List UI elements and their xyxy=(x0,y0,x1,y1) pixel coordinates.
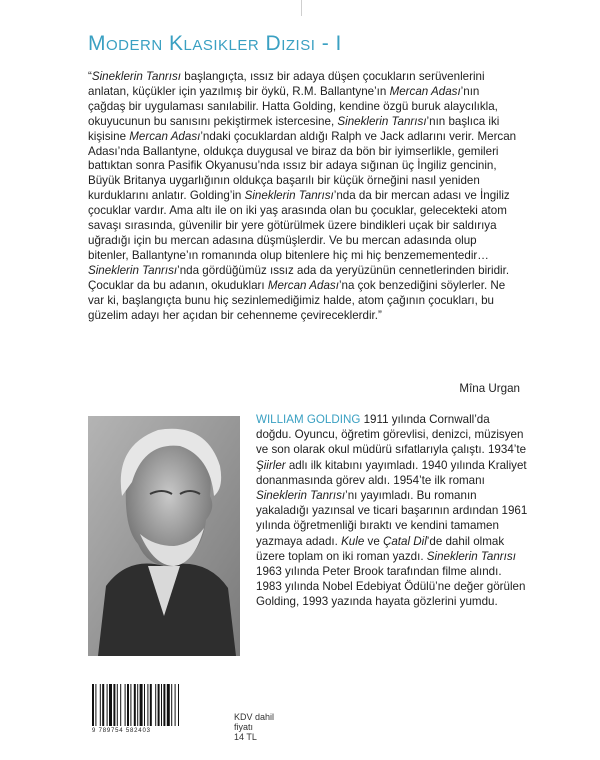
price-label: KDV dahil fiyatı xyxy=(234,712,275,732)
back-cover-blurb xyxy=(88,70,518,323)
price-block xyxy=(234,712,294,742)
blurb-paragraph-1: “Sineklerin Tanrısı başlangıçta, ıssız bir adaya düşen çocukların serüvenlerini anlatan, küçükler için yazılmış bir öykü, R.M. Ballantyne’ın Mercan Adası’nın çağdaş bir uygulaması sanılabilir. Hatta Golding, kendine özgü buruk alaycılıkla, okuyucunun bu sanısını pekiştirmek istercesine, Sineklerin Tanrısı’nın başlıca iki kişisine Mercan Adası’ndaki çocuklardan aldığı Ralph ve Jack adlarını verir. Mercan Adası’nda Ballantyne, oldukça duygusal ve biraz da bön bir iyimserlikle, gemileri battıktan sonra Pasifik Okyanusu’nda ıssız bir adaya sığınan üç İngiliz gencinin, Büyük Britanya uygarlığının oldukça başarılı bir küçük örneğini nasıl yeniden kurduklarını anlatır. Golding’in Sineklerin Tanrısı’nda da bir mercan adası ve İngiliz çocuklar vardır. Ama altı ile on iki yaş arasında olan bu çocuklar, gelecekteki atom savaşı sırasında, güvenilir bir yere götürülmek üzere bindikleri uçak bir saldırıya uğradığı için bu mercan adasına düşmüşlerdir. Ve bu mercan adasında olup bitenler, Ballantyne’ın romanında olup bitenlere hiç mi hiç benzemementedir… xyxy=(88,70,517,262)
barcode-bar xyxy=(144,684,145,726)
barcode-bar xyxy=(147,684,148,726)
barcode-bar xyxy=(171,684,172,726)
series-title: Modern Klasikler Dizisi - I xyxy=(88,32,342,55)
barcode-bar xyxy=(178,684,179,726)
barcode-bar xyxy=(130,684,131,726)
barcode-bar xyxy=(155,684,156,726)
barcode-bar xyxy=(92,684,94,726)
barcode-bar xyxy=(102,684,104,726)
barcode-bar xyxy=(137,684,138,726)
price-value: 14 TL xyxy=(234,732,257,742)
barcode-bar xyxy=(109,684,112,726)
top-divider xyxy=(301,0,302,16)
barcode-bar xyxy=(100,684,101,726)
author-bio xyxy=(256,412,528,610)
author-name: WILLIAM GOLDING xyxy=(256,413,361,426)
barcode-bar xyxy=(95,684,96,726)
barcode-bar xyxy=(161,684,162,726)
barcode-bar xyxy=(150,684,152,726)
barcode-bar xyxy=(158,684,160,726)
barcode-bar xyxy=(163,684,165,726)
barcode-bar xyxy=(175,684,176,726)
barcode-bars xyxy=(88,684,226,728)
barcode-bar xyxy=(117,684,118,726)
barcode-bar xyxy=(107,684,108,726)
barcode-bar xyxy=(134,684,136,726)
blurb-signature: Mîna Urgan xyxy=(459,382,520,395)
author-photo xyxy=(88,416,240,656)
author-portrait-image xyxy=(88,416,240,656)
author-bio-text: 1911 yılında Cornwall’da doğdu. Oyuncu, öğretim görevlisi, denizci, müzisyen ve son olarak okul müdürü sıfatlarıyla çalıştı. 1934’te Şiirler adlı ilk kitabını yayımladı. 1940 yılında Kraliyet donanmasında görev aldı. 1954’te ilk romanı Sineklerin Tanrısı’nı yayımladı. Bu romanın yakaladığı yazınsal ve ticari başarının ardından 1961 yılında öğretmenliği bıraktı ve kendini tamamen yazmaya adadı. Kule ve Çatal Dil’de dahil olmak üzere toplam on iki roman yazdı. Sineklerin Tanrısı 1963 yılında Peter Brook tarafından filme alındı. 1983 yılında Nobel Edebiyat Ödülü’ne değer görülen Golding, 1993 yazında hayata gözlerini yumdu. xyxy=(256,413,528,609)
barcode-bar xyxy=(167,684,170,726)
blurb-paragraph-2: Sineklerin Tanrısı’nda gördüğümüz ıssız ada da yeryüzünün cennetlerinden biridir. Çocuklar da bu adanın, okudukları Mercan Adası’na çok benzediğini söylerler. Ne var ki, başlangıçta bunu hiç sezinlemediğimiz halde, atom çağının çocukları, bu güzelim adayı her açıdan bir cehenneme çevireceklerdir.” xyxy=(88,263,510,322)
barcode-bar xyxy=(127,684,129,726)
barcode-bar xyxy=(125,684,126,726)
barcode-bar xyxy=(120,684,121,726)
barcode-bar xyxy=(140,684,143,726)
barcode-bar xyxy=(113,684,115,726)
isbn-number: 9 789754 582403 xyxy=(92,728,151,734)
